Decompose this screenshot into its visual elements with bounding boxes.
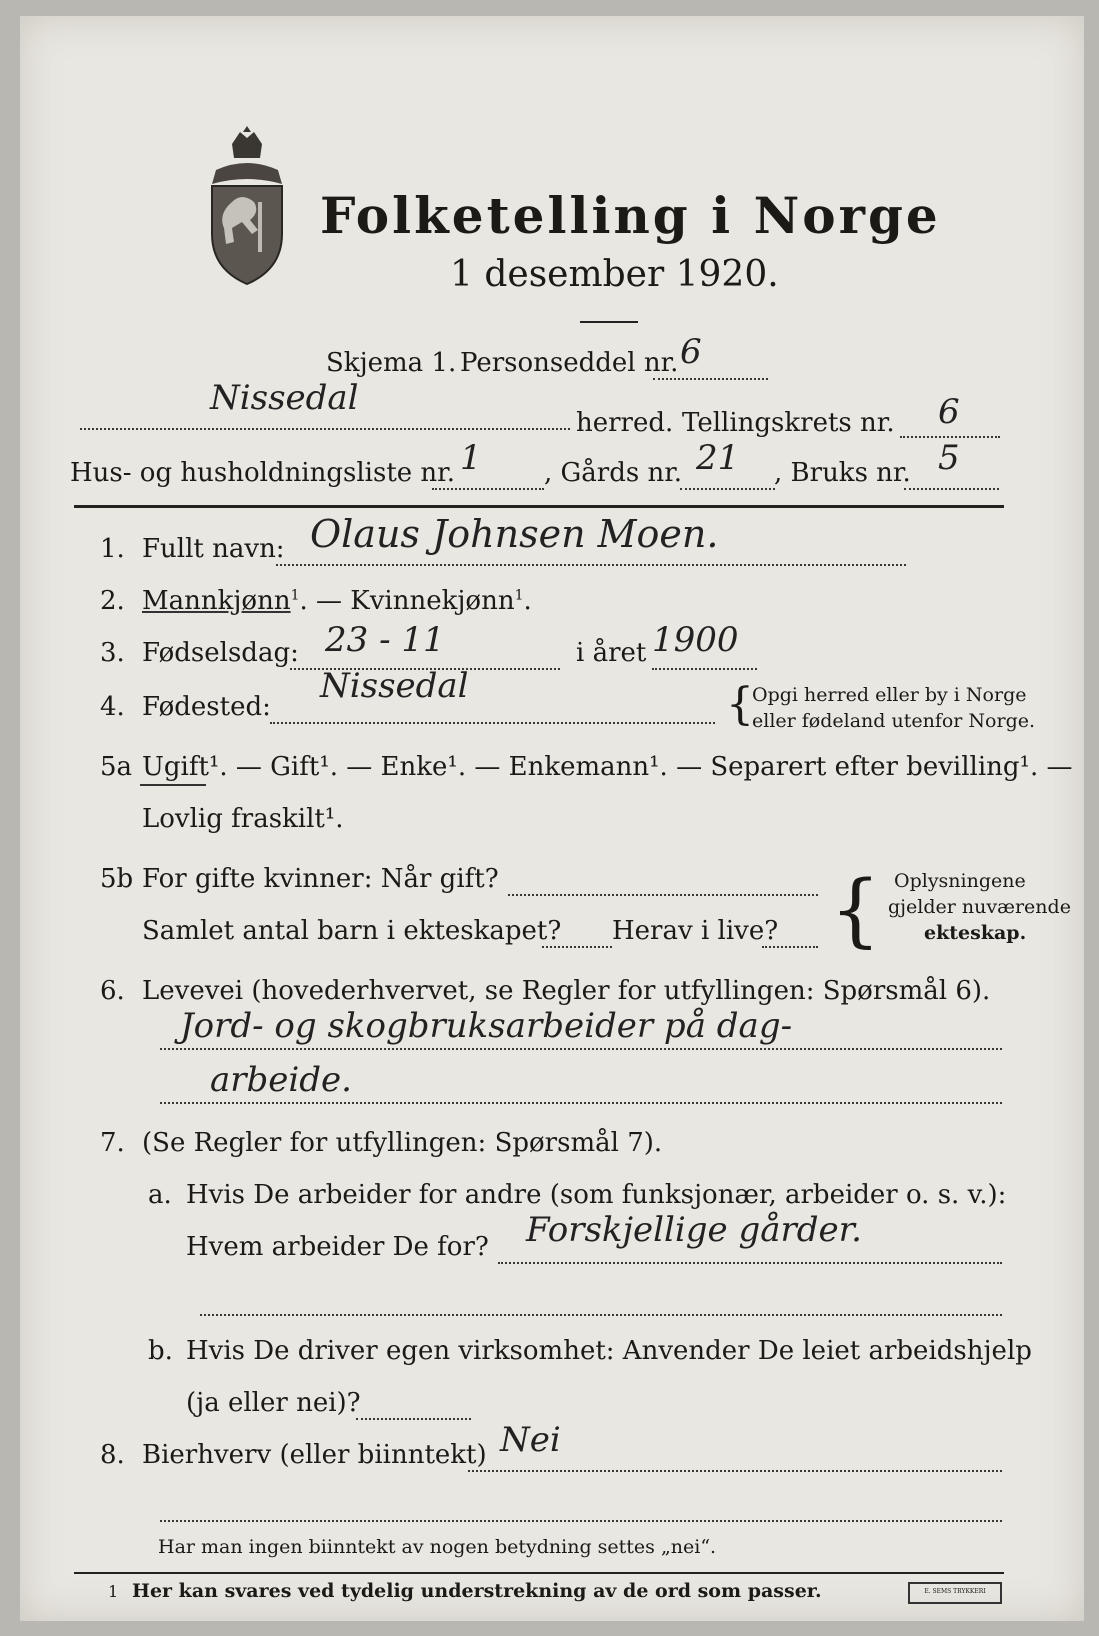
printer-stamp: E. SEMS TRYKKERI: [908, 1582, 1002, 1604]
skjema-label: Skjema 1.: [326, 348, 457, 378]
q8-number: 8.: [100, 1440, 125, 1470]
q6-value-1: Jord- og skogbruksarbeider på dag-: [180, 1006, 793, 1046]
q3-value: 23 - 11: [325, 620, 445, 660]
q5b-children-line: [542, 946, 612, 948]
hus-value: 1: [460, 438, 482, 478]
tellingskrets-value: 6: [938, 392, 960, 432]
footnote-mark: 1: [108, 1582, 119, 1601]
q6-line-1: [160, 1048, 1002, 1050]
footnote-divider: [74, 1572, 1004, 1574]
q3-year-label: i året: [576, 638, 647, 668]
q4-number: 4.: [100, 692, 125, 722]
q7a-letter: a.: [148, 1180, 172, 1210]
q5b-note-2: gjelder nuværende: [888, 896, 1071, 918]
gards-label: , Gårds nr.: [544, 458, 683, 488]
title-divider: [580, 321, 638, 323]
q4-value: Nissedal: [320, 666, 469, 706]
q7-label: (Se Regler for utfyllingen: Spørsmål 7).: [142, 1128, 663, 1158]
q7a-text: Hvis De arbeider for andre (som funksjonær, arbeider o. s. v.):: [186, 1180, 1007, 1210]
q1-line: [276, 564, 906, 566]
q5b-brace: {: [830, 863, 881, 956]
q4-note-1: Opgi herred eller by i Norge: [752, 684, 1027, 706]
bruks-value: 5: [938, 438, 960, 478]
q5b-alive-label: Herav i live?: [612, 916, 779, 946]
q8-line-2: [160, 1520, 1002, 1522]
q7a-value: Forskjellige gårder.: [526, 1210, 862, 1250]
q5b-number: 5b: [100, 864, 134, 894]
q6-number: 6.: [100, 976, 125, 1006]
hus-line: [432, 488, 544, 490]
herred-line: [80, 428, 570, 430]
q4-line: [270, 722, 715, 724]
q1-value: Olaus Johnsen Moen.: [310, 512, 719, 556]
q2-male-option: Mannkjønn: [142, 586, 291, 616]
q5a-number: 5a: [100, 752, 133, 782]
q2-number: 2.: [100, 586, 125, 616]
q3-number: 3.: [100, 638, 125, 668]
herred-label: herred.: [576, 408, 674, 438]
q7b-letter: b.: [148, 1336, 173, 1366]
q5a-ugift-underline: [140, 784, 206, 786]
form-title: Folketelling i Norge: [320, 186, 941, 245]
q3-label: Fødselsdag:: [142, 638, 299, 668]
personseddel-label: Personseddel nr.: [460, 348, 679, 378]
header-divider: [74, 505, 1004, 508]
q4-brace: {: [726, 679, 754, 730]
q8-note: Har man ingen biinntekt av nogen betydning settes „nei“.: [158, 1536, 717, 1558]
q3-year-value: 1900: [652, 620, 739, 660]
q5b-when-married-label: For gifte kvinner: Når gift?: [142, 864, 499, 894]
q8-label: Bierhverv (eller biinntekt): [142, 1440, 487, 1470]
q5a-options: Ugift¹. — Gift¹. — Enke¹. — Enkemann¹. — Separert efter bevilling¹. —: [142, 752, 1073, 782]
q5b-when-married-line: [508, 894, 818, 896]
tellingskrets-label: Tellingskrets nr.: [682, 408, 895, 438]
q8-value: Nei: [500, 1420, 561, 1460]
bruks-label: , Bruks nr.: [774, 458, 911, 488]
q4-label: Fødested:: [142, 692, 271, 722]
gards-line: [680, 488, 775, 490]
personseddel-line: [653, 378, 768, 380]
personseddel-value: 6: [680, 332, 702, 372]
q5b-note-1: Oplysningene: [894, 870, 1026, 892]
q5b-children-label: Samlet antal barn i ekteskapet?: [142, 916, 562, 946]
q7b-text: Hvis De driver egen virksomhet: Anvender De leiet arbeidshjelp: [186, 1336, 1032, 1366]
q4-note-2: eller fødeland utenfor Norge.: [752, 710, 1036, 732]
q5b-note-3: ekteskap.: [924, 922, 1027, 944]
q7b-question: (ja eller nei)?: [186, 1388, 361, 1418]
q5b-alive-line: [762, 946, 818, 948]
q6-line-2: [160, 1102, 1002, 1104]
norwegian-coat-of-arms: [202, 124, 292, 289]
bruks-line: [904, 488, 999, 490]
q5a-option-fraskilt: Lovlig fraskilt¹.: [142, 804, 344, 834]
q1-label: Fullt navn:: [142, 534, 285, 564]
footnote-text: Her kan svares ved tydelig understrekning av de ord som passer.: [132, 1580, 822, 1602]
q3-year-line: [652, 668, 757, 670]
herred-value: Nissedal: [210, 378, 359, 418]
q6-value-2: arbeide.: [210, 1060, 352, 1100]
q8-line: [468, 1470, 1002, 1472]
hus-label: Hus- og husholdningsliste nr.: [70, 458, 456, 488]
q7b-line: [356, 1418, 471, 1420]
gards-value: 21: [696, 438, 740, 478]
form-date: 1 desember 1920.: [450, 254, 779, 295]
q2-options: Mannkjønn$^1$. — Kvinnekjønn$^1$.: [142, 586, 532, 616]
q2-female-option: Kvinnekjønn: [350, 586, 515, 616]
q7a-line-1: [498, 1262, 1002, 1264]
q7a-question: Hvem arbeider De for?: [186, 1232, 489, 1262]
census-form-page: [20, 16, 1084, 1621]
q7a-line-2: [200, 1314, 1002, 1316]
q1-number: 1.: [100, 534, 125, 564]
q7-number: 7.: [100, 1128, 125, 1158]
q6-label: Levevei (hovederhvervet, se Regler for utfyllingen: Spørsmål 6).: [142, 976, 991, 1006]
